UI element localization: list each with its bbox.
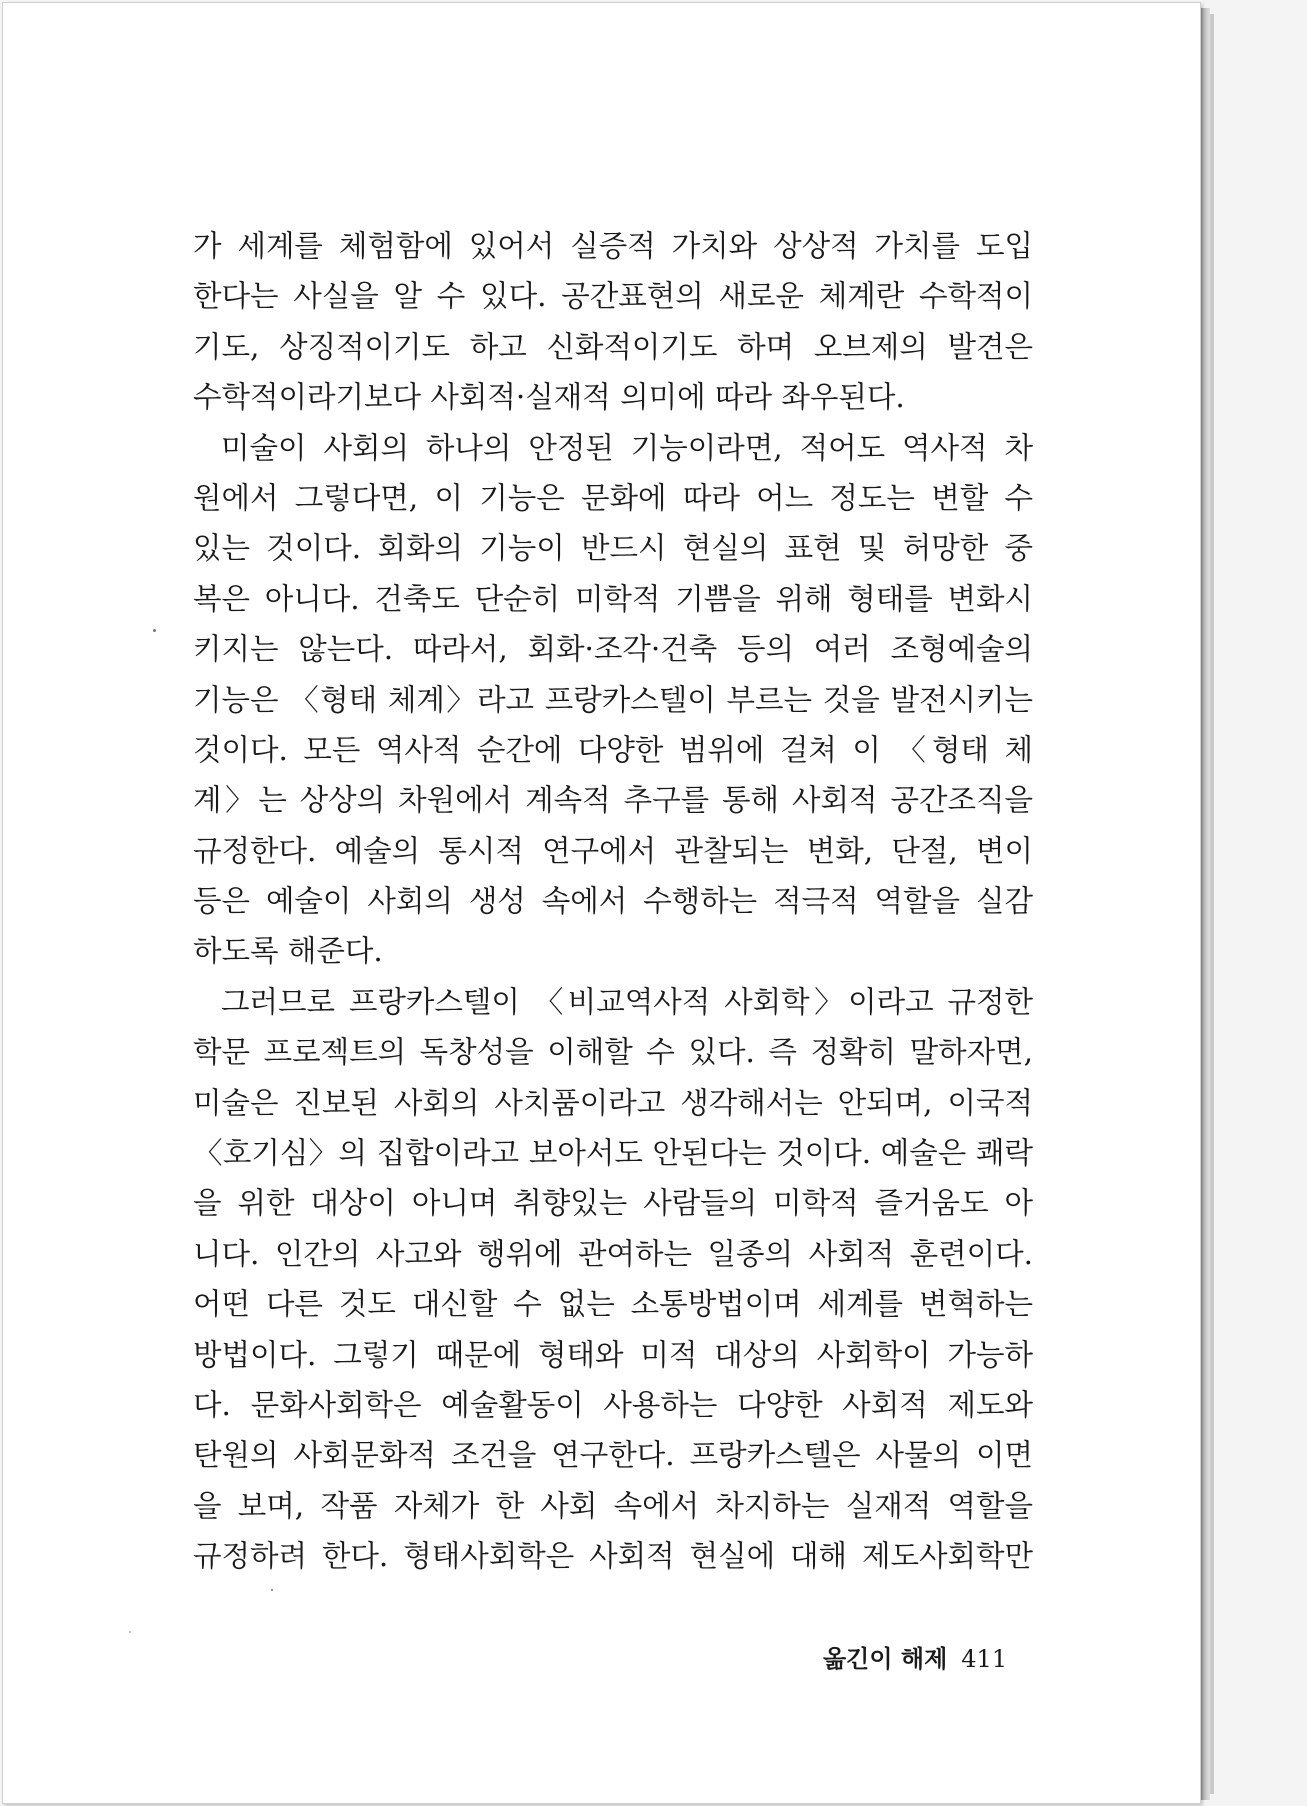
text-line: 한다는 사실을 알 수 있다. 공간표현의 새로운 체계란 수학적이 — [193, 279, 1033, 314]
text-line: 규정한다. 예술의 통시적 연구에서 관찰되는 변화, 단절, 변이 — [193, 833, 1033, 868]
text-line: 가 세계를 체험함에 있어서 실증적 가치와 상상적 가치를 도입 — [193, 229, 1033, 263]
page-edge-shadow — [1200, 8, 1210, 1800]
text-line: 것이다. 모든 역사적 순간에 다양한 범위에 걸쳐 이 〈형태 체 — [193, 732, 1033, 767]
text-line: 키지는 않는다. 따라서, 회화·조각·건축 등의 여러 조형예술의 — [193, 632, 1033, 667]
text-line: 학문 프로젝트의 독창성을 이해할 수 있다. 즉 정확히 말하자면, — [193, 1035, 1033, 1070]
text-line: 미술은 진보된 사회의 사치품이라고 생각해서는 안되며, 이국적 — [193, 1085, 1033, 1120]
text-line: 원에서 그렇다면, 이 기능은 문화에 따라 어느 정도는 변할 수 — [193, 480, 1033, 515]
text-line: 탄원의 사회문화적 조건을 연구한다. 프랑카스텔은 사물의 이면 — [193, 1438, 1033, 1473]
text-line: 기도, 상징적이기도 하고 신화적이기도 하며 오브제의 발견은 — [193, 329, 1033, 364]
page-number: 411 — [961, 1645, 1008, 1673]
text-line: 다. 문화사회학은 예술활동이 사용하는 다양한 사회적 제도와 — [193, 1387, 1033, 1422]
text-line: 〈호기심〉의 집합이라고 보아서도 안된다는 것이다. 예술은 쾌락 — [193, 1136, 1033, 1171]
page-footer — [823, 1639, 1008, 1679]
running-head: 옮긴이 해제 — [823, 1644, 948, 1673]
text-line: 기능은 〈형태 체계〉라고 프랑카스텔이 부르는 것을 발전시키는 — [193, 682, 1033, 717]
page-edge-shadow-inner — [1210, 14, 1214, 1794]
scan-speck — [153, 629, 156, 632]
text-line: 계〉는 상상의 차원에서 계속적 추구를 통해 사회적 공간조직을 — [193, 783, 1033, 818]
text-line: 방법이다. 그렇기 때문에 형태와 미적 대상의 사회학이 가능하 — [193, 1337, 1033, 1372]
text-line-paragraph-start: 미술이 사회의 하나의 안정된 기능이라면, 적어도 역사적 차 — [221, 430, 1033, 465]
text-line: 하도록 해준다. — [193, 934, 383, 969]
text-line: 니다. 인간의 사고와 행위에 관여하는 일종의 사회적 훈련이다. — [193, 1236, 1033, 1271]
text-line: 을 위한 대상이 아니며 취향있는 사람들의 미학적 즐거움도 아 — [193, 1186, 1033, 1221]
text-line: 규정하려 한다. 형태사회학은 사회적 현실에 대해 제도사회학만 — [193, 1539, 1033, 1574]
text-line: 복은 아니다. 건축도 단순히 미학적 기쁨을 위해 형태를 변화시 — [193, 581, 1033, 616]
scan-speck — [271, 1589, 273, 1591]
book-page — [2, 2, 1201, 1804]
text-line: 있는 것이다. 회화의 기능이 반드시 현실의 표현 및 허망한 중 — [193, 531, 1033, 566]
text-line: 등은 예술이 사회의 생성 속에서 수행하는 적극적 역할을 실감 — [193, 884, 1033, 919]
text-line-paragraph-start: 그러므로 프랑카스텔이 〈비교역사적 사회학〉이라고 규정한 — [221, 984, 1033, 1019]
scan-speck — [129, 1631, 131, 1633]
text-line: 어떤 다른 것도 대신할 수 없는 소통방법이며 세계를 변혁하는 — [193, 1287, 1033, 1322]
text-line: 을 보며, 작품 자체가 한 사회 속에서 차지하는 실재적 역할을 — [193, 1488, 1033, 1523]
text-line: 수학적이라기보다 사회적·실재적 의미에 따라 좌우된다. — [193, 380, 905, 415]
body-text — [193, 221, 1033, 1582]
